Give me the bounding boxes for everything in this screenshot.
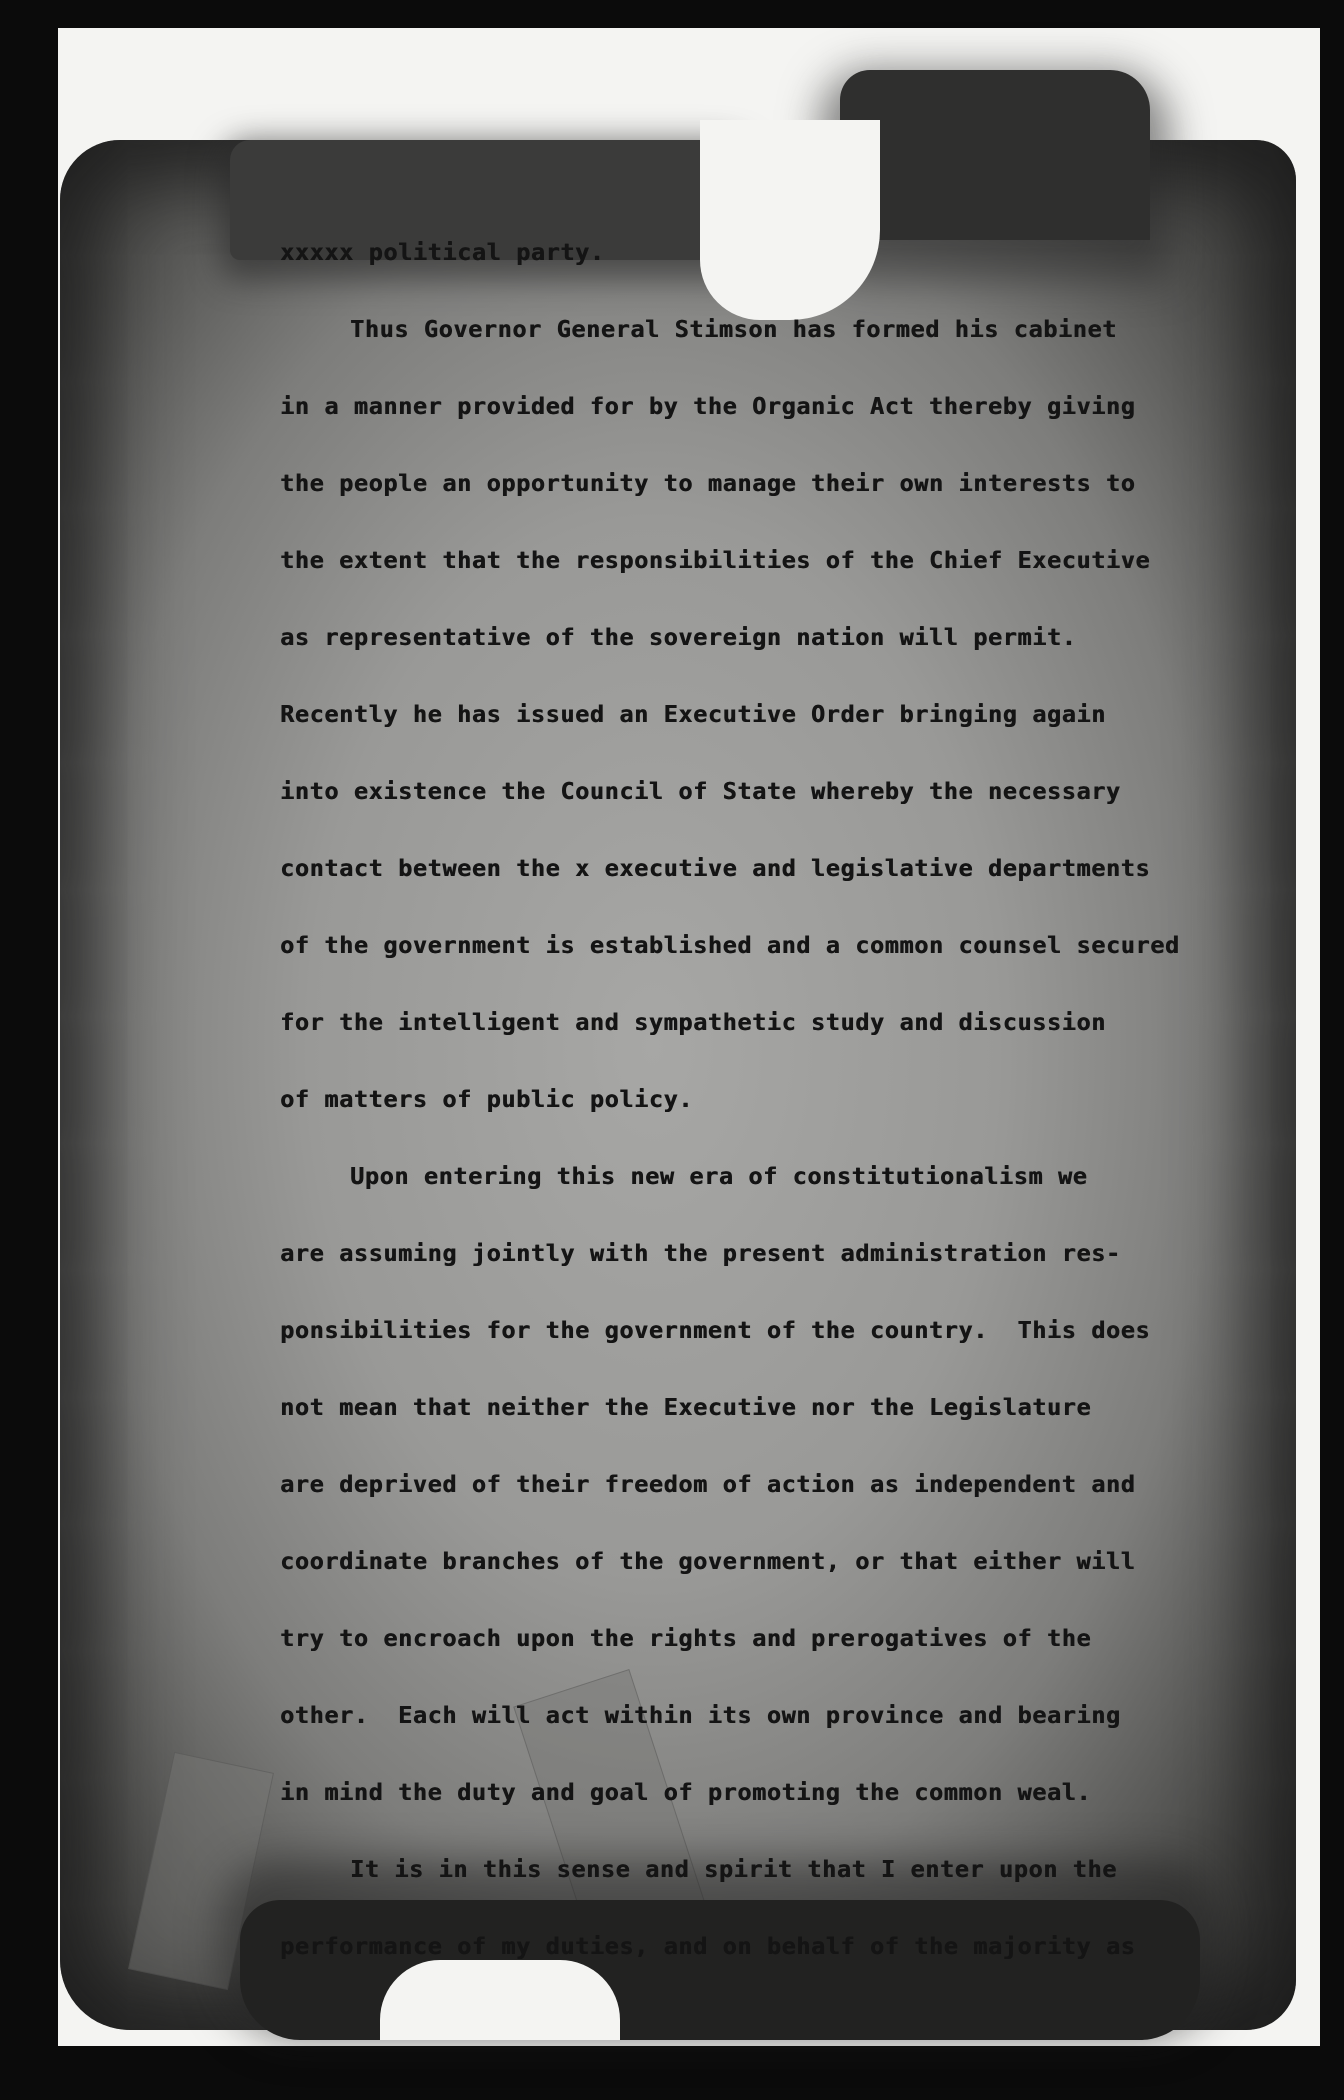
text-line: as representative of the sovereign nation will permit. [280,623,1077,651]
text-line: the extent that the responsibilities of the Chief Executive [280,546,1151,574]
text-line: xxxxx political party. [280,238,605,266]
text-line: Recently he has issued an Executive Order bringing again [280,700,1106,728]
text-line: are deprived of their freedom of action as independent and [280,1470,1136,1498]
text-line: coordinate branches of the government, or that either will [280,1547,1136,1575]
text-line: for the intelligent and sympathetic study and discussion [280,1008,1106,1036]
text-line: Upon entering this new era of constitutionalism we [350,1162,1088,1190]
text-line: of the government is established and a common counsel secured [280,931,1180,959]
burn-mark-top-right [840,70,1150,240]
text-line: contact between the x executive and legislative departments [280,854,1151,882]
typed-text-body [280,236,1240,2007]
text-line: the people an opportunity to manage their own interests to [280,469,1136,497]
text-line: not mean that neither the Executive nor the Legislature [280,1393,1092,1421]
text-line: try to encroach upon the rights and prerogatives of the [280,1624,1092,1652]
text-line: in mind the duty and goal of promoting the common weal. [280,1778,1092,1806]
text-line: It is in this sense and spirit that I enter upon the [350,1855,1117,1883]
text-line: are assuming jointly with the present administration res- [280,1239,1121,1267]
text-line: into existence the Council of State whereby the necessary [280,777,1121,805]
text-line: performance of my duties, and on behalf of the majority as [280,1932,1136,1960]
text-line: other. Each will act within its own province and bearing [280,1701,1121,1729]
text-line: ponsibilities for the government of the country. This does [280,1316,1151,1344]
text-line: in a manner provided for by the Organic Act thereby giving [280,392,1136,420]
text-line: Thus Governor General Stimson has formed his cabinet [350,315,1117,343]
text-line: of matters of public policy. [280,1085,693,1113]
